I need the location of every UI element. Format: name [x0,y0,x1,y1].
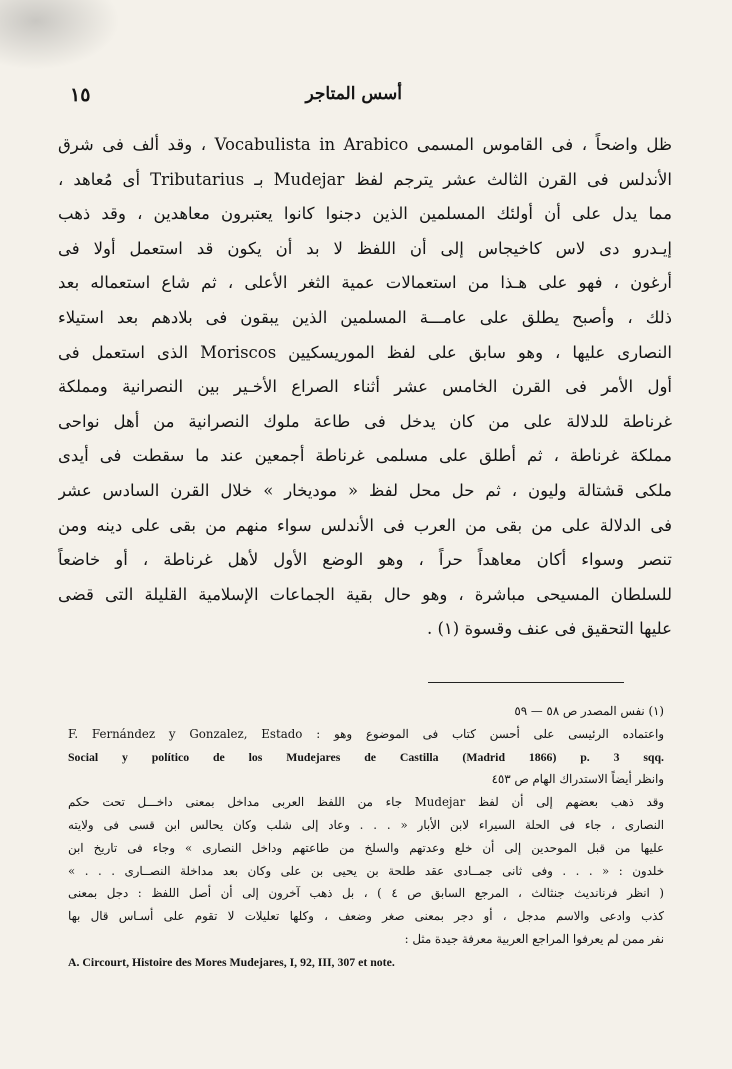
body-line: عليها التحقيق فى عنف وقسوة (١) . [426,619,672,639]
footnote-line: النصارى ، جاء فى الحلة السيراء لابن الأبار « . . . وعاد إلى شلب وكان يحالس ابن قسى فى ولايته [68,817,664,832]
page-number: ١٥ [70,84,91,106]
footnote-line: A. Circourt, Histoire des Mores Mudejares, I, 92, III, 307 et note. [68,954,395,969]
body-line: مملكة غرناطة ، ثم أطلق على مسلمى غرناطة أجمعين عند ما سقطت فى أيدى [58,446,672,466]
running-title: أسس المتاجر [305,84,402,104]
footnote-line: عليها من قبل الموحدين إلى أن خلع وعدتهم والسلخ من طاعتهم وداخل النصارى » وجاء فى تاريخ ابن [68,840,664,855]
body-line: ملكى قشتالة وليون ، ثم حل محل لفظ « موديخار » خلال القرن السادس عشر [58,480,672,500]
footnote-line: وقد ذهب بعضهم إلى أن لفظ Mudejar جاء من اللفظ العربى مداخل بمعنى داخـــل تحت حكم [68,795,664,810]
footnote-line: Social y político de los Mudejares de Castilla (Madrid 1866) p. 3 sqq. [68,749,664,764]
footnote-line: ( انظر فرنانديث جنثالث ، المرجع السابق ص ٤ ) ، بل ذهب آخرون إلى أن أصل اللفظ : دجل بمعنى [68,886,664,901]
footnote-separator [428,682,624,683]
body-line: ظل واضحاً ، فى القاموس المسمى Vocabulista in Arabico ، وقد ألف فى شرق [58,135,672,154]
body-line: تنصر وسواء أكان معاهداً حراً ، وهو الوضع الأول لأهل غرناطة ، أو خاضعاً [58,550,672,570]
body-line: مما يدل على أن أولئك المسلمين الذين دجنوا كانوا يعتبرون معاهدين ، وقد ذهب [58,204,672,224]
body-line: للسلطان المسيحى مباشرة ، وهو حال بقية الجماعات الإسلامية القليلة التى قضى [58,584,672,604]
footnote-line: واعتماده الرئيسى على أحسن كتاب فى الموضوع وهو : F. Fernández y Gonzalez, Estado [68,726,664,741]
footnote-line: وانظر أيضاً الاستدراك الهام ص ٤٥٣ [491,772,664,787]
body-line: فى الدلالة على من بقى من العرب فى الأندلس سواء منهم من بقى على دينه ومن [58,515,672,535]
footnote-line: (١) نفس المصدر ص ٥٨ — ٥٩ [514,704,664,718]
footnote-line: نفر ممن لم يعرفوا المراجع العربية معرفة جيدة مثل : [404,931,664,946]
page-header [70,84,662,112]
body-line: غرناطة للدلالة على من كان يدخل فى طاعة ملوك النصرانية من أهل نواحى [58,411,672,431]
body-line: أرغون ، فهو على هـذا من استعمالات عمية الثغر الأعلى ، ثم شاع استعماله بعد [58,273,672,293]
body-line: إيـدرو دى لاس كاخيجاس إلى أن اللفظ لا بد أن يكون قد استعمل أولا فى [58,238,672,258]
footnotes [68,700,664,974]
body-line: الأندلس فى القرن الثالث عشر يترجم لفظ Mudejar بـ Tributarius أى مُعاهد ، [58,169,672,189]
body-line: النصارى عليها ، وهو سابق على لفظ الموريسكيين Moriscos الذى استعمل فى [58,342,672,362]
body-line: ذلك ، وأصبح يطلق على عامـــة المسلمين الذين يبقون فى بلادهم بعد استيلاء [58,307,672,327]
footnote-line: كذب وادعى والاسم مدجل ، أو دجر بمعنى صغر وضعف ، وكلها تعليلات لا تقوم على أسـاس قال بها [68,909,664,924]
body-text [58,128,672,647]
footnote-line: خلدون : « . . . وفى ثانى جمــادى عقد طلحة بن يحيى بن على وكان بعد مداخلة النصــارى . . . » [68,863,664,878]
scan-smudge [0,0,120,70]
body-line: أول الأمر فى القرن الخامس عشر أثناء الصراع الأخـير بين النصرانية ومملكة [58,377,672,397]
